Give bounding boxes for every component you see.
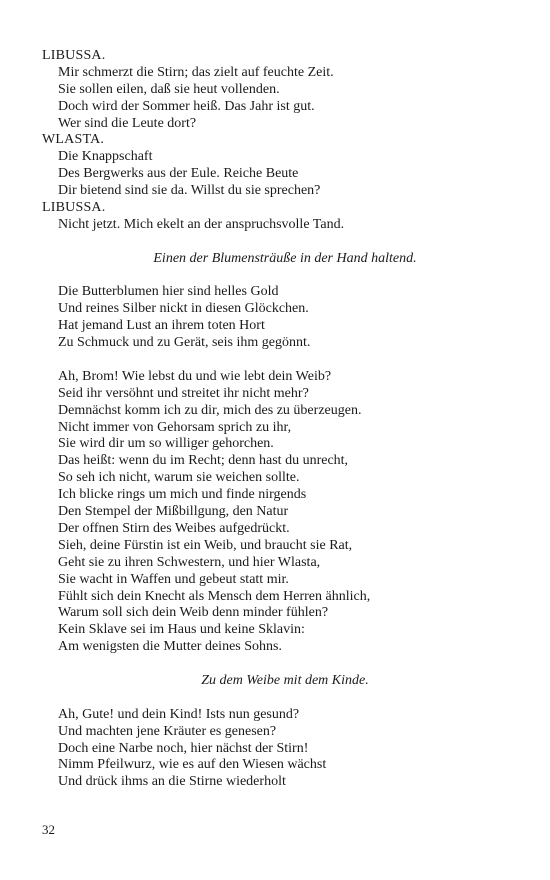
verse-line: Sie sollen eilen, daß sie heut vollenden. xyxy=(58,81,280,97)
verse-line: Sie wacht in Waffen und gebeut statt mir. xyxy=(58,571,289,587)
stage-direction: Zu dem Weibe mit dem Kinde. xyxy=(201,672,369,688)
blank-line xyxy=(42,268,512,285)
verse-line: Seid ihr versöhnt und streitet ihr nicht mehr? xyxy=(58,385,309,401)
verse-line: So seh ich nicht, warum sie weichen sollte. xyxy=(58,470,300,486)
verse-line: Mir schmerzt die Stirn; das zielt auf feuchte Zeit. xyxy=(58,64,334,80)
speaker-name: LIBUSSA. xyxy=(42,48,106,63)
verse-line: Den Stempel der Mißbillgung, den Natur xyxy=(58,504,289,520)
speaker-name: LIBUSSA. xyxy=(42,200,106,216)
stage-direction: Einen der Blumensträuße in der Hand haltend. xyxy=(153,250,417,266)
blank-line xyxy=(42,656,512,673)
verse-line: Ah, Brom! Wie lebst du und wie lebt dein Weib? xyxy=(58,368,332,384)
verse-line: Dir bietend sind sie da. Willst du sie sprechen? xyxy=(58,183,321,199)
verse-line: Ah, Gute! und dein Kind! Ists nun gesund? xyxy=(58,706,300,722)
verse-line: Warum soll sich dein Weib denn minder fühlen? xyxy=(58,605,329,621)
verse-line: Nicht immer von Gehorsam sprich zu ihr, xyxy=(58,419,292,435)
verse-line: Demnächst komm ich zu dir, mich des zu überzeugen. xyxy=(58,402,362,418)
verse-line: Nicht jetzt. Mich ekelt an der anspruchsvolle Tand. xyxy=(58,216,345,232)
verse-line: Und machten jene Kräuter es genesen? xyxy=(58,723,277,739)
blank-line xyxy=(42,690,512,707)
verse-line: Hat jemand Lust an ihrem toten Hort xyxy=(58,318,265,334)
verse-line: Des Bergwerks aus der Eule. Reiche Beute xyxy=(58,166,299,182)
verse-line: Und drück ihms an die Stirne wiederholt xyxy=(58,774,286,790)
verse-line: Am wenigsten die Mutter deines Sohns. xyxy=(58,639,282,655)
speaker-name: WLASTA. xyxy=(42,132,105,148)
verse-line: Fühlt sich dein Knecht als Mensch dem Herren ähnlich, xyxy=(58,588,371,604)
page-body xyxy=(42,48,512,791)
verse-line: Doch eine Narbe noch, hier nächst der Stirn! xyxy=(58,740,309,756)
verse-line: Geht sie zu ihren Schwestern, und hier Wlasta, xyxy=(58,554,321,570)
verse-line: Nimm Pfeilwurz, wie es auf den Wiesen wächst xyxy=(58,757,327,773)
verse-line: Sieh, deine Fürstin ist ein Weib, und braucht sie Rat, xyxy=(58,537,353,553)
verse-line: Wer sind die Leute dort? xyxy=(58,115,197,131)
blank-line xyxy=(42,234,512,251)
verse-line: Sie wird dir um so williger gehorchen. xyxy=(58,436,274,452)
verse-line: Das heißt: wenn du im Recht; denn hast du unrecht, xyxy=(58,453,349,469)
verse-line: Der offnen Stirn des Weibes aufgedrückt. xyxy=(58,520,290,536)
blank-line xyxy=(42,352,512,369)
verse-line: Zu Schmuck und zu Gerät, seis ihm gegönnt. xyxy=(58,335,311,351)
verse-line: Die Butterblumen hier sind helles Gold xyxy=(58,284,279,300)
verse-line: Und reines Silber nickt in diesen Glöckchen. xyxy=(58,301,309,317)
verse-line: Kein Sklave sei im Haus und keine Sklavin: xyxy=(58,622,305,638)
page-number: 32 xyxy=(42,822,55,837)
verse-line: Doch wird der Sommer heiß. Das Jahr ist gut. xyxy=(58,98,315,114)
verse-line: Die Knappschaft xyxy=(58,149,153,165)
verse-line: Ich blicke rings um mich und finde nirgends xyxy=(58,487,307,503)
